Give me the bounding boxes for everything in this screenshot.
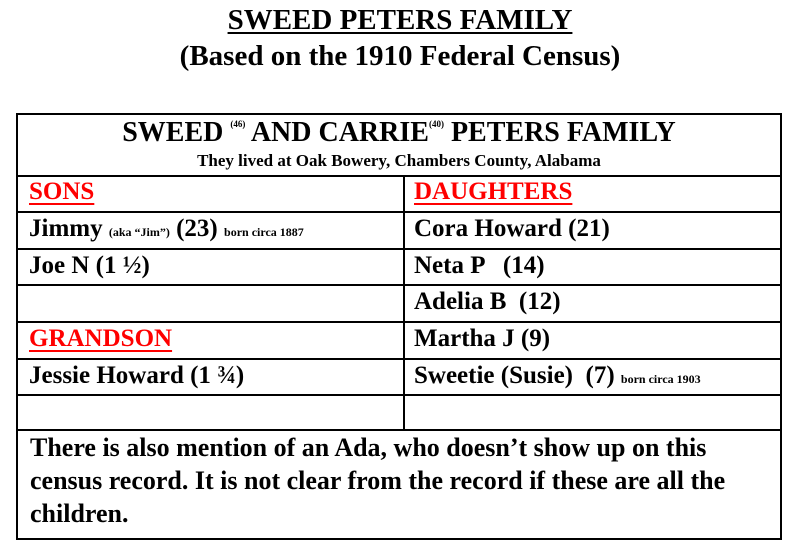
location-line: They lived at Oak Bowery, Chambers County, Alabama <box>197 151 601 170</box>
daughter-neta: Neta P (14) <box>414 252 545 279</box>
daughter-name: Sweetie (Susie) (7) <box>414 362 621 389</box>
heading-part-3: PETERS FAMILY <box>443 117 676 148</box>
sons-header: SONS <box>29 178 95 205</box>
son-born: born circa 1887 <box>224 225 304 239</box>
daughter-born: born circa 1903 <box>620 372 701 386</box>
divider <box>18 175 780 177</box>
carrie-age: (40) <box>428 119 444 129</box>
divider <box>18 211 780 213</box>
grandson-header: GRANDSON <box>29 325 173 352</box>
daughter-sweetie <box>414 362 701 390</box>
page-title: SWEED PETERS FAMILY <box>227 4 573 36</box>
census-note: There is also mention of an Ada, who doesn’t show up on this census record. It is not clear from the record if these are all the children. <box>30 433 726 528</box>
table-heading <box>18 117 780 149</box>
grandson-jessie: Jessie Howard (1 ¾) <box>29 362 245 389</box>
divider <box>18 394 780 396</box>
son-aka: (aka “Jim”) <box>108 225 170 239</box>
sweed-age: (46) <box>230 119 246 129</box>
family-table <box>16 113 782 540</box>
heading-part-2: AND CARRIE <box>245 117 429 148</box>
son-age: (23) <box>169 215 225 242</box>
daughter-cora: Cora Howard (21) <box>414 215 610 242</box>
divider <box>18 358 780 360</box>
column-divider <box>403 175 405 429</box>
daughters-header: DAUGHTERS <box>414 178 573 205</box>
page-subtitle: (Based on the 1910 Federal Census) <box>179 40 621 72</box>
son-joe: Joe N (1 ½) <box>29 252 150 279</box>
divider <box>18 248 780 250</box>
daughter-martha: Martha J (9) <box>414 325 551 352</box>
daughter-adelia: Adelia B (12) <box>414 288 561 315</box>
son-jimmy <box>29 215 304 243</box>
divider <box>18 284 780 286</box>
son-name: Jimmy <box>29 215 109 242</box>
divider <box>18 321 780 323</box>
heading-part-1: SWEED <box>122 117 231 148</box>
